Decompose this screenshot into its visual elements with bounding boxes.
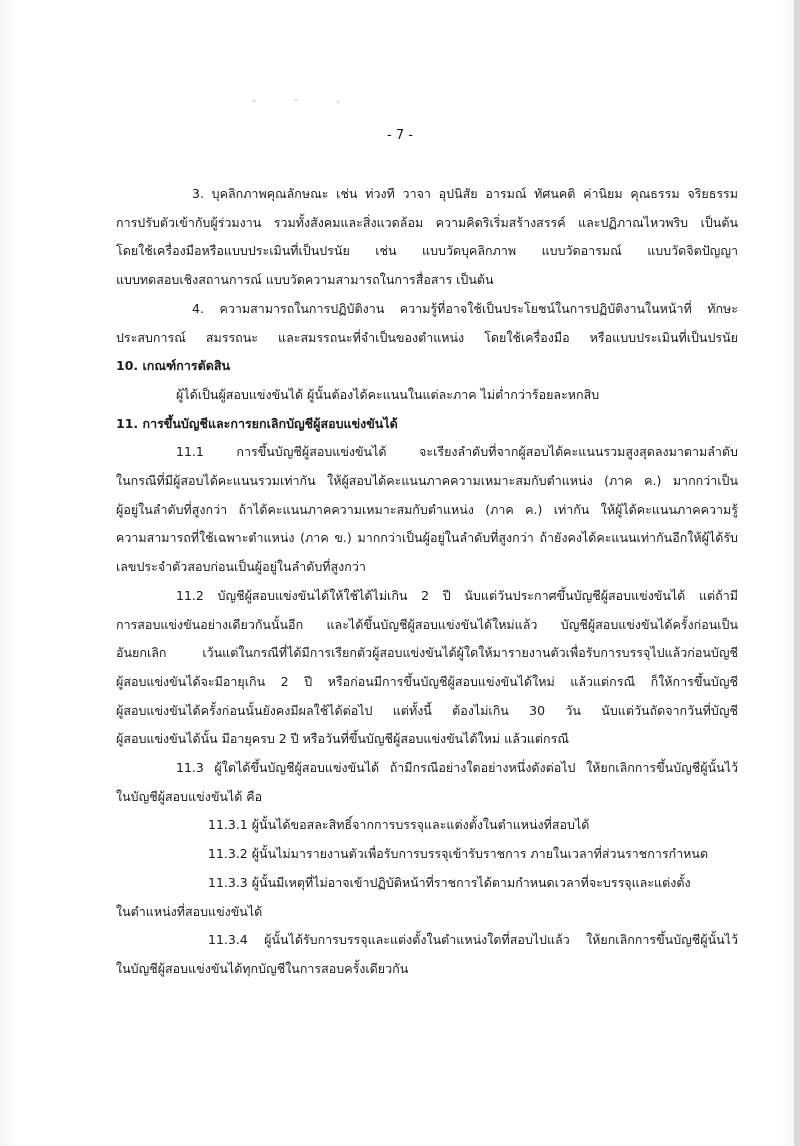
paragraph-line: เลขประจำตัวสอบก่อนเป็นผู้อยู่ในลำดับที่สูงกว่า <box>116 559 366 575</box>
paragraph-line: 11.3.2 ผู้นั้นไม่มารายงานตัวเพื่อรับการบรรจุเข้ารับราชการ ภายในเวลาที่ส่วนราชการกำหนด <box>208 846 709 862</box>
paragraph-line: 11.3.3 ผู้นั้นมีเหตุที่ไม่อาจเข้าปฏิบัติหน้าที่ราชการได้ตามกำหนดเวลาที่จะบรรจุและแต่งตั้ง <box>208 874 691 890</box>
paragraph-line: ในกรณีที่มีผู้สอบได้คะแนนรวมเท่ากัน ให้ผู้สอบได้คะแนนภาคความเหมาะสมกับตำแหน่ง (ภาค ค.) มากกว่าเป็น <box>116 473 738 489</box>
paragraph-line: 11.2 บัญชีผู้สอบแข่งขันได้ให้ใช้ได้ไม่เกิน 2 ปี นับแต่วันประกาศขึ้นบัญชีผู้สอบแข่งขันได้ แต่ถ้ามี <box>176 587 738 603</box>
paragraph-line: โดยใช้เครื่องมือหรือแบบประเมินที่เป็นปรนัย เช่น แบบวัดบุคลิกภาพ แบบวัดอารมณ์ แบบวัดจิตปัญญา <box>116 243 738 259</box>
paragraph-line: แบบทดสอบเชิงสถานการณ์ แบบวัดความสามารถในการสื่อสาร เป็นต้น <box>116 272 494 288</box>
section-heading: 11. การขึ้นบัญชีและการยกเลิกบัญชีผู้สอบแข่งขันได้ <box>116 415 398 431</box>
paragraph-line: ความสามารถที่ใช้เฉพาะตำแหน่ง (ภาค ข.) มากกว่าเป็นผู้อยู่ในลำดับที่สูงกว่า ถ้ายังคงได้คะแนนเท่ากันอีกให้ผู้ได้รับ <box>116 530 738 546</box>
paragraph-line: ในบัญชีผู้สอบแข่งขันได้ทุกบัญชีในการสอบครั้งเดียวกัน <box>116 960 409 976</box>
paragraph-line: ผู้อยู่ในลำดับที่สูงกว่า ถ้าได้คะแนนภาคความเหมาะสมกับตำแหน่ง (ภาค ค.) เท่ากัน ให้ผู้ได้คะแนนภาคความรู้ <box>116 501 738 517</box>
paragraph-line: 11.1 การขึ้นบัญชีผู้สอบแข่งขันได้ จะเรียงลำดับที่จากผู้สอบได้คะแนนรวมสูงสุดลงมาตามลำดับ <box>176 444 738 460</box>
paragraph-line: การปรับตัวเข้ากับผู้ร่วมงาน รวมทั้งสังคมและสิ่งแวดล้อม ความคิดริเริ่มสร้างสรรค์ และปฏิภาณไหวพริบ เป็นต้น <box>116 214 738 230</box>
paragraph-line: 3. บุคลิกภาพคุณลักษณะ เช่น ท่วงที วาจา อุปนิสัย อารมณ์ ทัศนคติ ค่านิยม คุณธรรม จริยธรรม <box>192 186 738 201</box>
page-number: - 7 - <box>387 128 413 143</box>
paragraph-line: ในบัญชีผู้สอบแข่งขันได้ คือ <box>116 788 263 804</box>
paragraph-line: อันยกเลิก เว้นแต่ในกรณีที่ได้มีการเรียกตัวผู้สอบแข่งขันได้ผู้ใดให้มารายงานตัวเพื่อรับการบรรจุไปแล้วก่อนบัญชี <box>116 645 738 661</box>
scan-artifact <box>240 96 380 106</box>
paragraph-line: ผู้สอบแข่งขันได้นั้น มีอายุครบ 2 ปี หรือวันที่ขึ้นบัญชีผู้สอบแข่งขันได้ใหม่ แล้วแต่กรณี <box>116 731 569 747</box>
paragraph-line: ผู้สอบแข่งขันได้ครั้งก่อนนั้นยังคงมีผลใช้ได้ต่อไป แต่ทั้งนี้ ต้องไม่เกิน 30 วัน นับแต่วันถัดจากวันที่บัญชี <box>116 702 738 718</box>
paragraph-line: 11.3.1 ผู้นั้นได้ขอสละสิทธิ์จากการบรรจุและแต่งตั้งในตำแหน่งที่สอบได้ <box>208 817 590 833</box>
paragraph-line: 11.3 ผู้ใดได้ขึ้นบัญชีผู้สอบแข่งขันได้ ถ้ามีกรณีอย่างใดอย่างหนึ่งดังต่อไป ให้ยกเลิกการขึ้นบัญชีผู้นั้นไว้ <box>176 760 738 776</box>
paragraph-line: ประสบการณ์ สมรรถนะ และสมรรถนะที่จำเป็นของตำแหน่ง โดยใช้เครื่องมือ หรือแบบประเมินที่เป็นปรนัย <box>116 329 738 345</box>
section-heading: 10. เกณฑ์การตัดสิน <box>116 358 231 374</box>
paragraph-line: ในตำแหน่งที่สอบแข่งขันได้ <box>116 903 263 919</box>
document-body <box>116 180 738 984</box>
paragraph-line: 4. ความสามารถในการปฏิบัติงาน ความรู้ที่อาจใช้เป็นประโยชน์ในการปฏิบัติงานในหน้าที่ ทักษะ <box>192 300 738 316</box>
paragraph-line: ผู้ได้เป็นผู้สอบแข่งขันได้ ผู้นั้นต้องได้คะแนนในแต่ละภาค ไม่ต่ำกว่าร้อยละหกสิบ <box>176 386 600 402</box>
paragraph-line: ผู้สอบแข่งขันได้จะมีอายุเกิน 2 ปี หรือก่อนมีการขึ้นบัญชีผู้สอบแข่งขันได้ใหม่ แล้วแต่กรณี ก็ให้การขึ้นบัญชี <box>116 673 738 689</box>
paragraph-line: การสอบแข่งขันอย่างเดียวกันนั้นอีก และได้ขึ้นบัญชีผู้สอบแข่งขันได้ใหม่แล้ว บัญชีผู้สอบแข่งขันได้ครั้งก่อนเป็น <box>116 616 738 632</box>
paragraph-line: 11.3.4 ผู้นั้นได้รับการบรรจุและแต่งตั้งในตำแหน่งใดที่สอบไปแล้ว ให้ยกเลิกการขึ้นบัญชีผู้นั้นไว้ <box>208 932 738 948</box>
